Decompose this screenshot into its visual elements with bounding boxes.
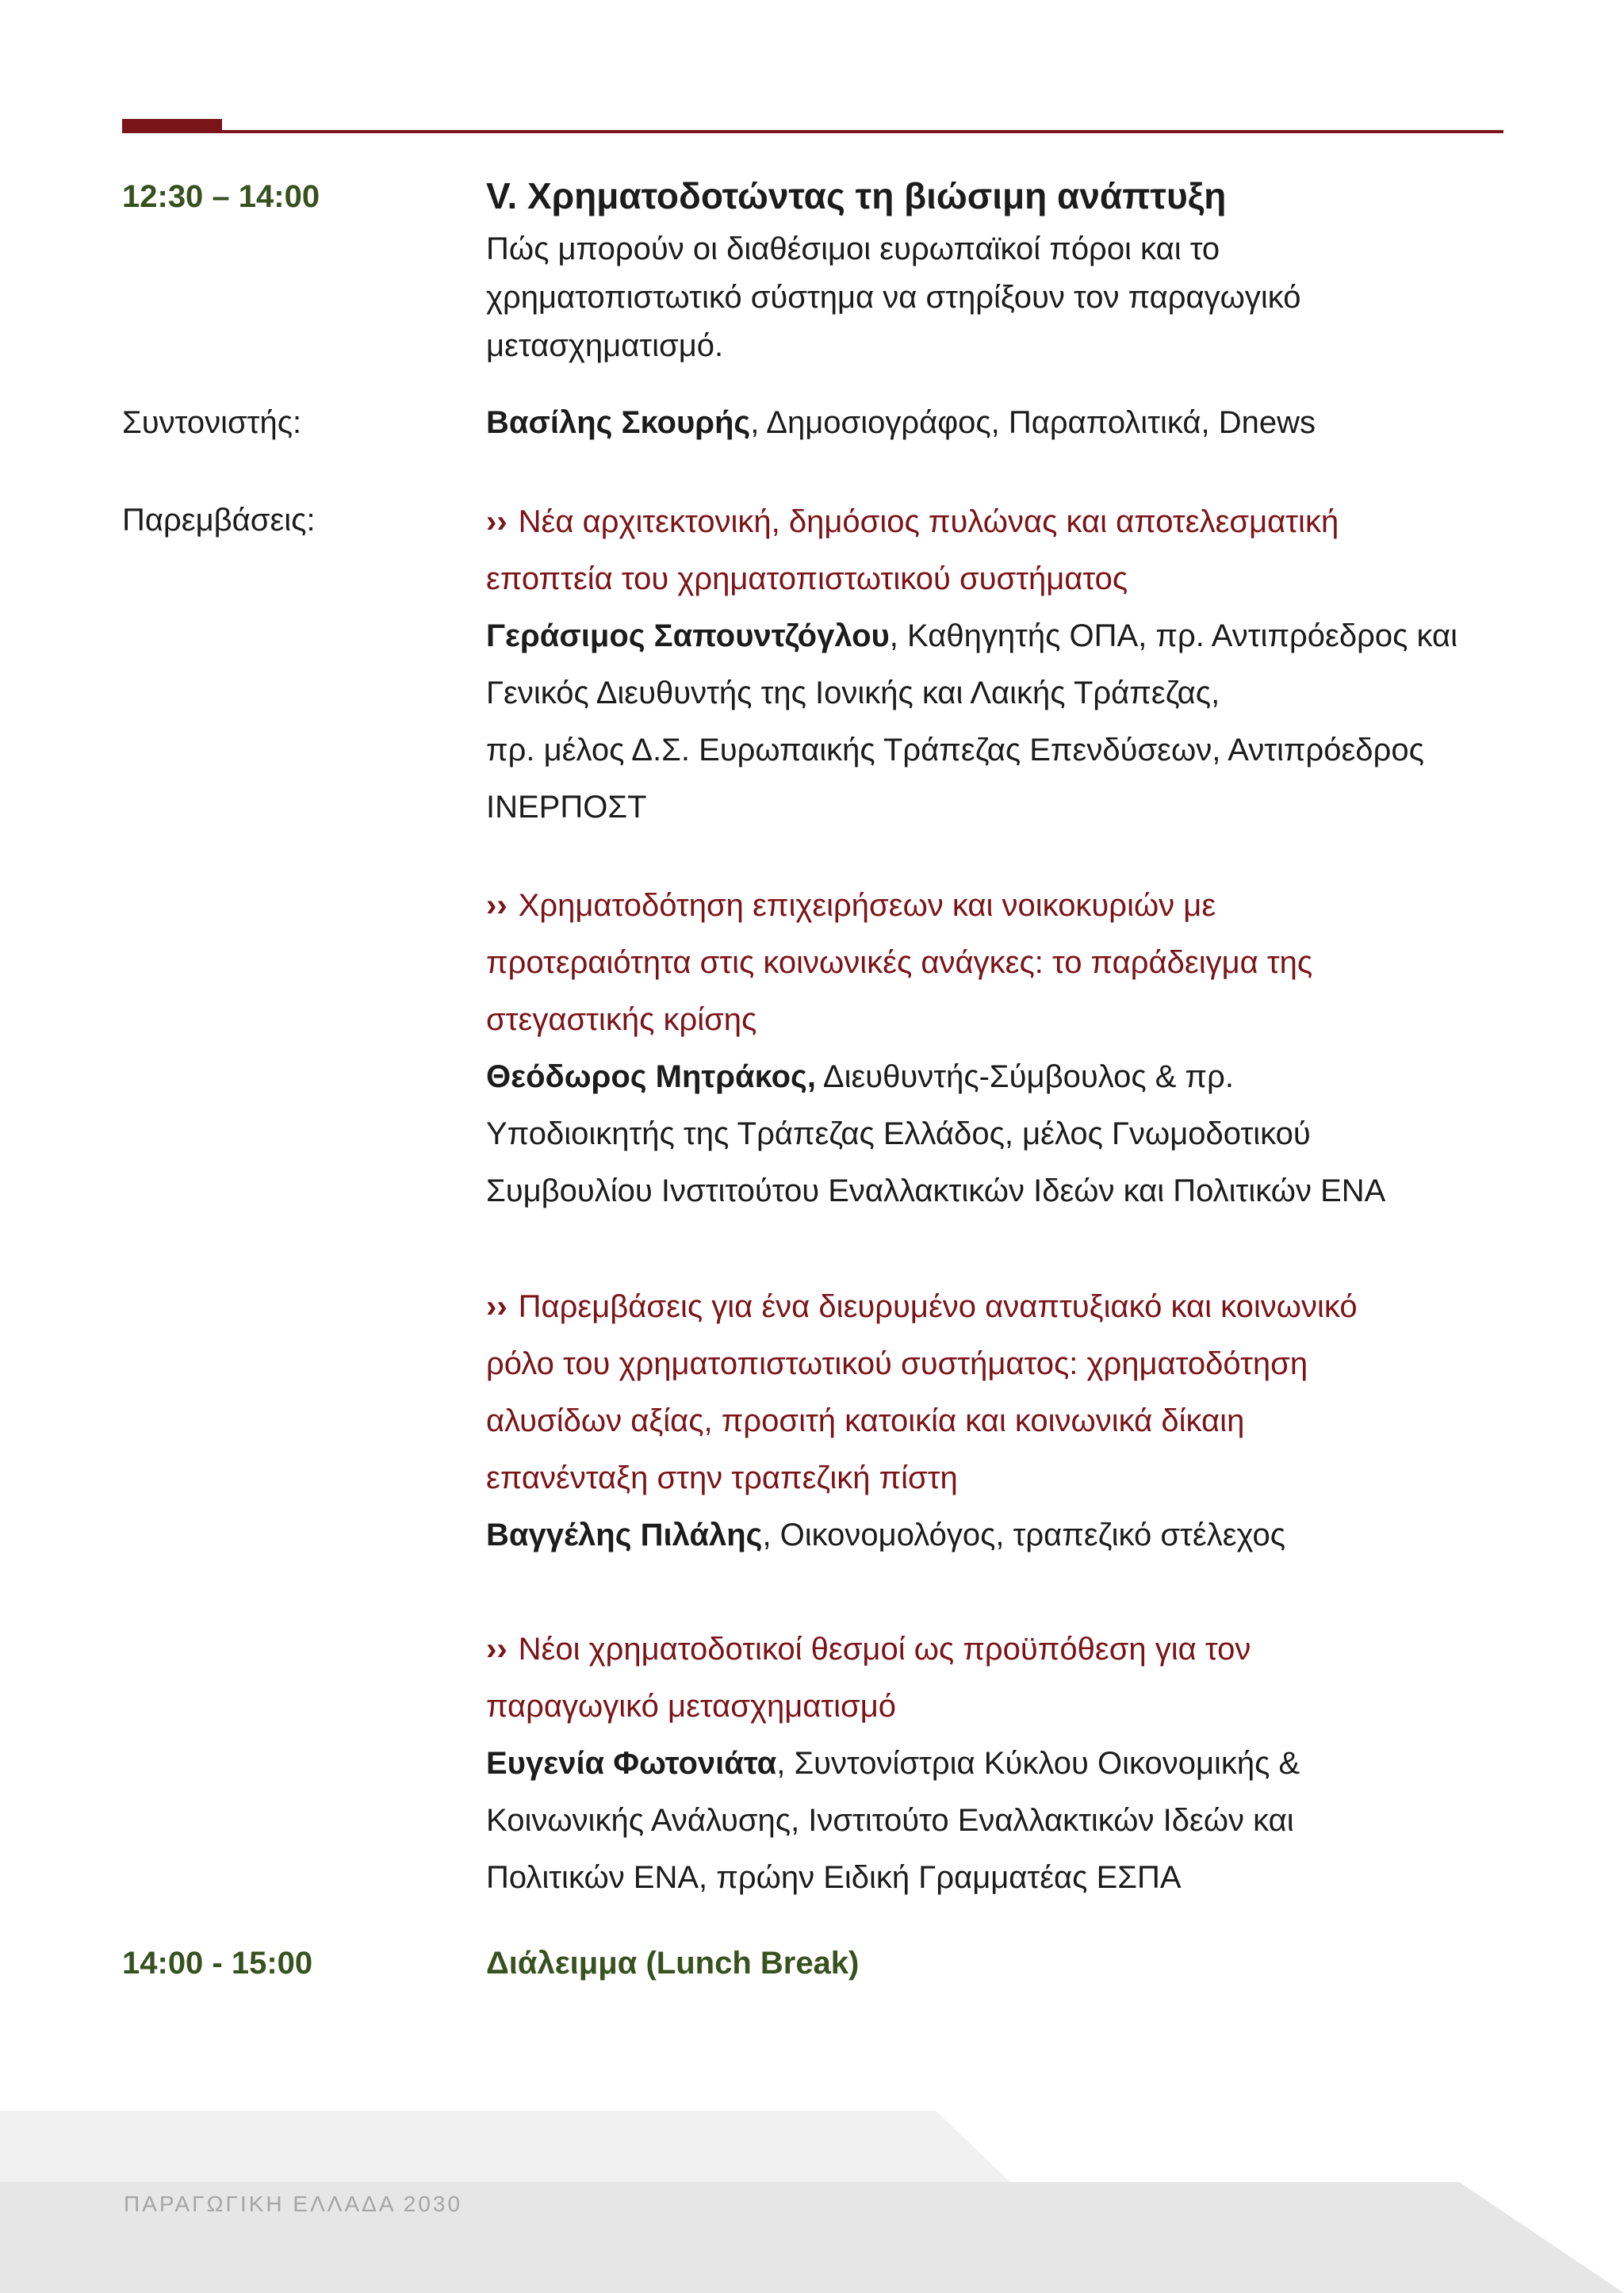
speaker-name: Θεόδωρος Μητράκος, <box>486 1059 816 1094</box>
subtitle-line: χρηματοπιστωτικό σύστημα να στηρίξουν τον παραγωγικό <box>486 280 1301 315</box>
speaker-role-line: ΙΝΕΡΠΟΣΤ <box>486 790 647 825</box>
speaker-role-line: Κοινωνικής Ανάλυσης, Ινστιτούτο Εναλλακτικών Ιδεών και <box>486 1803 1294 1838</box>
speaker-name: Γεράσιμος Σαπουντζόγλου <box>486 618 890 653</box>
speaker-line: Θεόδωρος Μητράκος, Διευθυντής-Σύμβουλος & πρ. <box>486 1059 1234 1094</box>
session-subtitle <box>486 225 1509 370</box>
interventions-label: Παρεμβάσεις: <box>122 503 316 538</box>
intervention-item <box>486 1278 1517 1564</box>
intervention-topic-line: προτεραιότητα στις κοινωνικές ανάγκες: το παράδειγμα της <box>486 945 1313 980</box>
chevron-icon: ›› <box>486 1289 508 1324</box>
intervention-topic-line: εποπτεία του χρηματοπιστωτικού συστήματος <box>486 561 1128 596</box>
header-accent-block <box>122 119 222 133</box>
footer-title: ΠΑΡΑΓΩΓΙΚΗ ΕΛΛΑΔΑ 2030 <box>124 2192 463 2216</box>
intervention-topic-line: ρόλο του χρηματοπιστωτικού συστήματος: χρηματοδότηση <box>486 1346 1308 1381</box>
intervention-topic-line: παραγωγικό μετασχηματισμό <box>486 1689 897 1724</box>
speaker-line: Γεράσιμος Σαπουντζόγλου, Καθηγητής ΟΠΑ, πρ. Αντιπρόεδρος και <box>486 618 1458 653</box>
speaker-role-line: Γενικός Διευθυντής της Ιονικής και Λαικής Τράπεζας, <box>486 676 1220 710</box>
intervention-topic-line: επανένταξη στην τραπεζική πίστη <box>486 1460 958 1495</box>
chevron-icon: ›› <box>486 888 508 923</box>
header-rule <box>122 130 1503 133</box>
session-title: V. Χρηματοδοτώντας τη βιώσιμη ανάπτυξη <box>486 175 1227 216</box>
speaker-name: Βαγγέλης Πιλάλης <box>486 1518 763 1552</box>
speaker-role-line: Συμβουλίου Ινστιτούτου Εναλλακτικών Ιδεών και Πολιτικών ΕΝΑ <box>486 1173 1386 1208</box>
intervention-item <box>486 1621 1517 1906</box>
intervention-topic-line: αλυσίδων αξίας, προσιτή κατοικία και κοινωνικά δίκαιη <box>486 1403 1245 1438</box>
speaker-line: Βαγγέλης Πιλάλης, Οικονομολόγος, τραπεζικό στέλεχος <box>486 1518 1285 1552</box>
intervention-topic-line: ›› Νέα αρχιτεκτονική, δημόσιος πυλώνας και αποτελεσματική <box>486 504 1339 539</box>
speaker-role-line: Υποδιοικητής της Τράπεζας Ελλάδος, μέλος Γνωμοδοτικού <box>486 1116 1311 1151</box>
speaker-name: Ευγενία Φωτονιάτα <box>486 1746 777 1781</box>
intervention-topic-line: ›› Παρεμβάσεις για ένα διευρυμένο αναπτυξιακό και κοινωνικό <box>486 1289 1358 1324</box>
intervention-item <box>486 493 1517 836</box>
intervention-topic-line: στεγαστικής κρίσης <box>486 1002 757 1037</box>
speaker-role-line: Πολιτικών ΕΝΑ, πρώην Ειδική Γραμματέας ΕΣΠΑ <box>486 1860 1182 1895</box>
moderator <box>486 405 1316 441</box>
chevron-icon: ›› <box>486 1632 508 1667</box>
intervention-topic-line: ›› Νέοι χρηματοδοτικοί θεσμοί ως προϋπόθεση για τον <box>486 1632 1251 1667</box>
moderator-role: , Δημοσιογράφος, Παραπολιτικά, Dnews <box>750 405 1316 440</box>
speaker-role-line: πρ. μέλος Δ.Σ. Ευρωπαικής Τράπεζας Επενδύσεων, Αντιπρόεδρος <box>486 733 1424 768</box>
session-time: 12:30 – 14:00 <box>122 179 320 214</box>
lunch-title: Διάλειμμα (Lunch Break) <box>486 1946 860 1981</box>
moderator-name: Βασίλης Σκουρής <box>486 405 751 440</box>
subtitle-line: μετασχηματισμό. <box>486 328 724 363</box>
intervention-topic-line: ›› Χρηματοδότηση επιχειρήσεων και νοικοκυριών με <box>486 888 1216 923</box>
lunch-time: 14:00 - 15:00 <box>122 1946 313 1981</box>
intervention-item <box>486 877 1517 1219</box>
speaker-line: Ευγενία Φωτονιάτα, Συντονίστρια Κύκλου Οικονομικής & <box>486 1746 1300 1781</box>
subtitle-line: Πώς μπορούν οι διαθέσιμοι ευρωπαϊκοί πόροι και το <box>486 232 1220 266</box>
chevron-icon: ›› <box>486 504 508 539</box>
moderator-label: Συντονιστής: <box>122 405 302 440</box>
